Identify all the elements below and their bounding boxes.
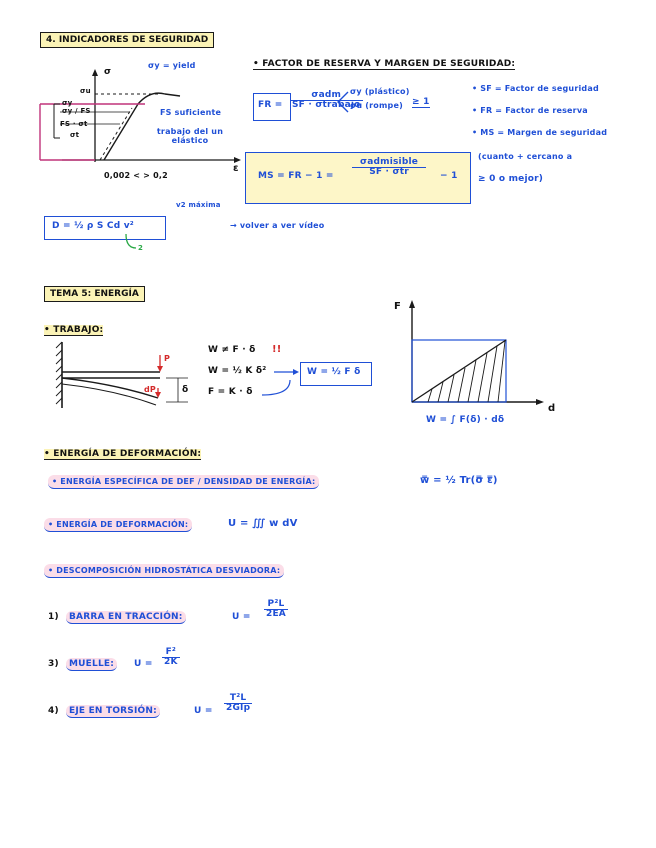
muelle-label: MUELLE: bbox=[66, 660, 117, 669]
fr-denominator: SF · σtrabajo bbox=[292, 100, 361, 110]
work-result: W = ½ F δ bbox=[307, 367, 361, 377]
drag-formula: D = ½ ρ S Cd v² bbox=[52, 221, 134, 231]
sigma-t-label: σt bbox=[70, 131, 80, 139]
graph-f-label: F bbox=[394, 301, 402, 312]
note-fs-suficiente: FS suficiente bbox=[160, 108, 222, 117]
yield-label: σy = yield bbox=[148, 61, 196, 70]
delta-label: δ bbox=[182, 385, 189, 395]
sigma-y-label: σy bbox=[62, 99, 73, 107]
sigma-u-label: σu bbox=[80, 87, 91, 95]
reserve-heading: • FACTOR DE RESERVA Y MARGEN DE SEGURIDAD: bbox=[253, 59, 516, 69]
eje-denominator: 2GIp bbox=[226, 703, 251, 713]
epsilon-axis-label: ε bbox=[233, 163, 239, 174]
ms-lhs: MS = FR − 1 = bbox=[258, 171, 334, 181]
muelle-fraction bbox=[162, 648, 180, 667]
drag-arrow-text: → volver a ver vídeo bbox=[230, 221, 325, 230]
strain-range-label: 0,002 < > 0,2 bbox=[104, 171, 168, 180]
graph-d-label: d bbox=[548, 403, 556, 414]
sigma-y-over-fs-label: σy / FS bbox=[62, 107, 91, 115]
trabajo-heading: • TRABAJO: bbox=[44, 325, 104, 335]
energia-deformacion-label: • ENERGÍA DE DEFORMACIÓN: bbox=[44, 521, 192, 529]
fr-case-plastico: σy (plástico) bbox=[350, 87, 410, 96]
barra-label: BARRA EN TRACCIÓN: bbox=[66, 613, 186, 622]
eje-index: 4) bbox=[48, 706, 59, 716]
ms-numerator: σadmisible bbox=[352, 158, 426, 168]
eq-w-spring: W = ½ K δ² bbox=[208, 366, 267, 376]
section5-title: TEMA 5: ENERGÍA bbox=[44, 286, 145, 302]
eq-w-neq: W ≠ F · δ bbox=[208, 345, 256, 355]
def-ms-note1: (cuanto + cercano a bbox=[478, 152, 573, 161]
eje-fraction bbox=[224, 694, 252, 713]
fr-case-rompe: σu (rompe) bbox=[350, 101, 403, 110]
barra-fraction bbox=[264, 600, 288, 619]
load-p: P bbox=[164, 354, 171, 363]
energia-especifica: • ENERGÍA ESPECÍFICA DE DEF / DENSIDAD DE ENERGÍA: bbox=[44, 476, 323, 488]
fs-sigma-t-label: FS · σt bbox=[60, 120, 88, 128]
eje-numerator: T²L bbox=[224, 694, 252, 704]
fr-numerator: σadm bbox=[290, 91, 363, 101]
energia-especifica-formula: w̿ = ½ Tr(σ̿ ε̿) bbox=[420, 475, 498, 486]
eje-label: EJE EN TORSIÓN: bbox=[66, 707, 160, 716]
muelle-u: U = bbox=[134, 659, 153, 669]
barra-u: U = bbox=[232, 612, 251, 622]
def-fr: • FR = Factor de reserva bbox=[472, 106, 588, 115]
def-sf: • SF = Factor de seguridad bbox=[472, 84, 599, 93]
def-ms-note2: ≥ 0 o mejor) bbox=[478, 174, 544, 184]
sigma-axis-label: σ bbox=[104, 67, 112, 77]
fr-condition: ≥ 1 bbox=[412, 97, 430, 107]
fr-lhs: FR = bbox=[258, 100, 283, 110]
def-ms: • MS = Margen de seguridad bbox=[472, 128, 608, 137]
muelle-denominator: 2K bbox=[164, 657, 178, 667]
muelle-numerator: F² bbox=[162, 648, 180, 658]
barra-index: 1) bbox=[48, 612, 59, 622]
barra-denominator: 2EA bbox=[266, 609, 286, 619]
descomposicion-label: • DESCOMPOSICIÓN HIDROSTÁTICA DESVIADORA: bbox=[44, 567, 284, 575]
drag-note-v: v2 máxima bbox=[176, 201, 221, 209]
ms-denominator: SF · σtr bbox=[369, 167, 409, 177]
note-trabajo-elastico: trabajo del un elástico bbox=[156, 127, 224, 146]
eje-u: U = bbox=[194, 706, 213, 716]
work-integral: W = ∫ F(δ) · dδ bbox=[426, 415, 505, 425]
energia-def-heading: • ENERGÍA DE DEFORMACIÓN: bbox=[44, 449, 202, 459]
eq-f-k: F = K · δ bbox=[208, 387, 253, 397]
energia-deformacion-formula: U = ∭ w dV bbox=[228, 518, 298, 529]
muelle-index: 3) bbox=[48, 659, 59, 669]
drag-note-2: 2 bbox=[138, 244, 144, 252]
ms-tail: − 1 bbox=[440, 171, 458, 181]
load-dp: dP bbox=[144, 385, 156, 394]
barra-numerator: P²L bbox=[264, 600, 288, 610]
section4-title: 4. INDICADORES DE SEGURIDAD bbox=[40, 32, 214, 48]
eq-w-neq-mark: !! bbox=[272, 344, 282, 355]
